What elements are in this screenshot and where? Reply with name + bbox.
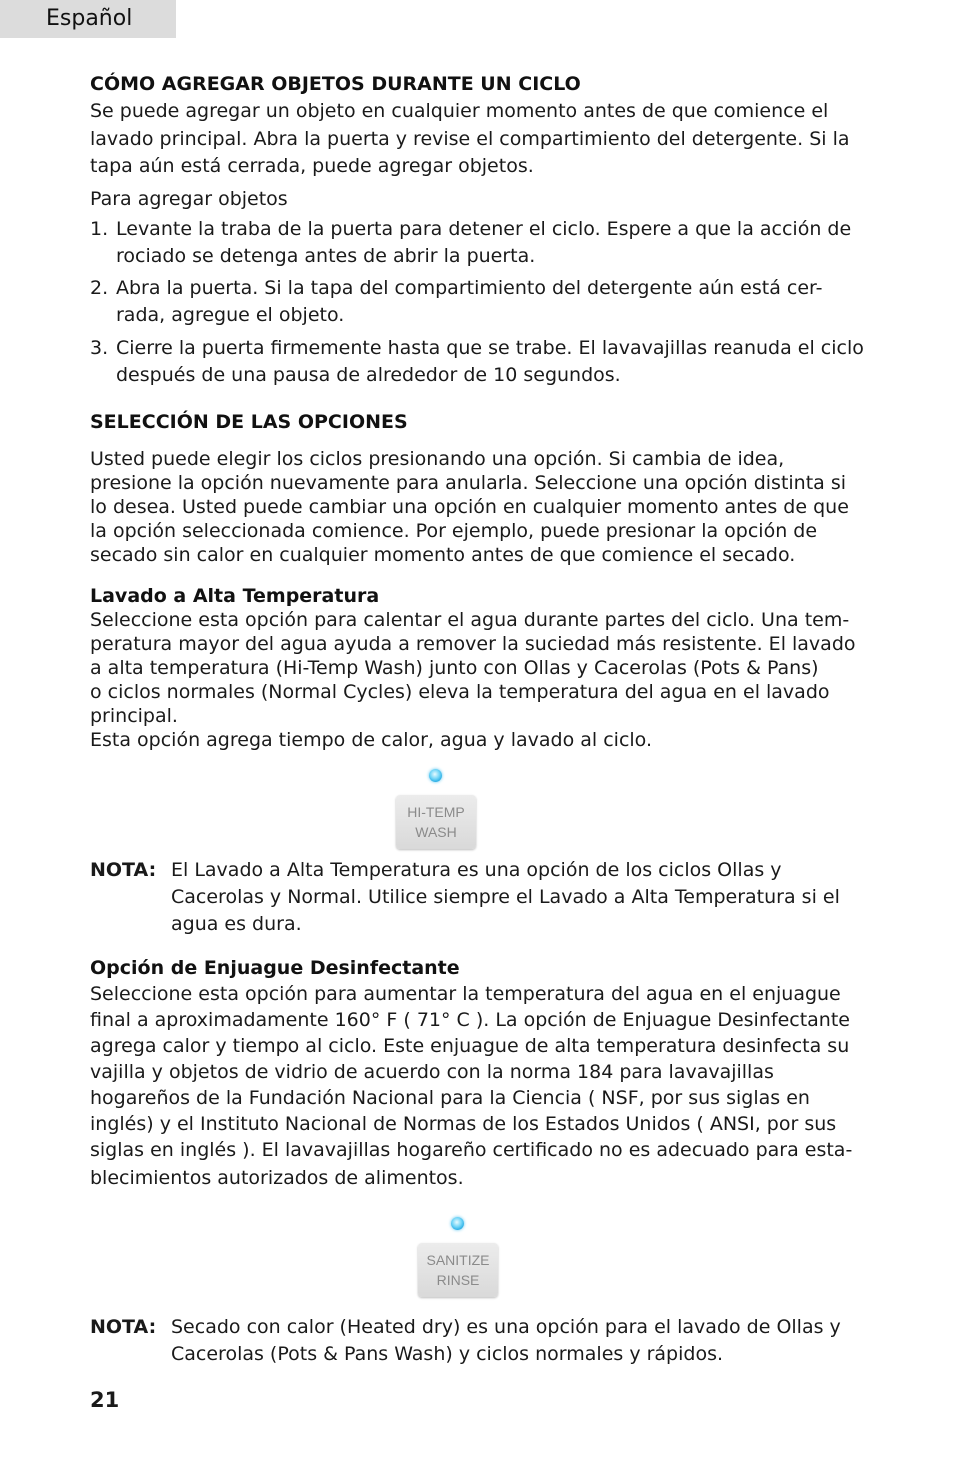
text-line: o ciclos normales (Normal Cycles) eleva la temperatura del agua en el lavado bbox=[90, 681, 830, 703]
language-tab: Español bbox=[0, 0, 176, 38]
options-paragraph bbox=[90, 447, 849, 567]
text-line: agrega calor y tiempo al ciclo. Este enjuague de alta temperatura desinfecta su bbox=[90, 1035, 850, 1057]
text-line: lavado principal. Abra la puerta y revise el compartimiento del detergente. Si la bbox=[90, 127, 850, 150]
button-label-line: RINSE bbox=[436, 1272, 480, 1288]
hi-temp-paragraph bbox=[90, 608, 856, 752]
text-line: Cacerolas (Pots & Pans Wash) y ciclos normales y rápidos. bbox=[171, 1343, 724, 1365]
text-line: principal. bbox=[90, 705, 178, 727]
note-label: NOTA: bbox=[90, 859, 157, 881]
text-line: la opción seleccionada comience. Por ejemplo, puede presionar la opción de bbox=[90, 520, 818, 542]
text-line: rada, agregue el objeto. bbox=[116, 304, 345, 326]
sanitize-rinse-button[interactable] bbox=[418, 1243, 498, 1297]
text-line: vajilla y objetos de vidrio de acuerdo con la norma 184 para lavavajillas bbox=[90, 1061, 774, 1083]
step-item bbox=[90, 216, 852, 267]
text-line: tapa aún está cerrada, puede agregar objetos. bbox=[90, 155, 534, 177]
note-label: NOTA: bbox=[90, 1316, 157, 1338]
text-line: rociado se detenga antes de abrir la puerta. bbox=[116, 245, 536, 267]
subheading-hi-temp: Lavado a Alta Temperatura bbox=[90, 585, 380, 607]
page-number: 21 bbox=[90, 1388, 120, 1412]
step-number: 3. bbox=[90, 337, 109, 359]
text-line: presione la opción nuevamente para anularla. Seleccione una opción distinta si bbox=[90, 472, 847, 494]
text-line: hogareños de la Fundación Nacional para la Ciencia ( NSF, por sus siglas en bbox=[90, 1087, 810, 1109]
button-label-line: SANITIZE bbox=[426, 1252, 490, 1268]
text-line: final a aproximadamente 160° F ( 71° C ). La opción de Enjuague Desinfectante bbox=[90, 1009, 850, 1031]
step-item bbox=[90, 275, 823, 326]
button-label-line: WASH bbox=[415, 824, 457, 840]
text-line: Se puede agregar un objeto en cualquier momento antes de que comience el bbox=[90, 100, 829, 122]
subheading-sanitize: Opción de Enjuague Desinfectante bbox=[90, 957, 460, 979]
text-line: Seleccione esta opción para aumentar la temperatura del agua en el enjuague bbox=[90, 983, 841, 1005]
section-heading-add-items: CÓMO AGREGAR OBJETOS DURANTE UN CICLO bbox=[90, 73, 581, 95]
text-line: peratura mayor del agua ayuda a remover la suciedad más resistente. El lavado bbox=[90, 633, 856, 655]
text-line: Levante la traba de la puerta para detener el ciclo. Espere a que la acción de bbox=[116, 218, 852, 240]
text-line: a alta temperatura (Hi-Temp Wash) junto con Ollas y Cacerolas (Pots & Pans) bbox=[90, 657, 819, 679]
add-items-intro: Para agregar objetos bbox=[90, 188, 288, 210]
add-items-paragraph bbox=[90, 98, 850, 181]
sanitize-paragraph bbox=[90, 981, 852, 1191]
text-line: Usted puede elegir los ciclos presionando una opción. Si cambia de idea, bbox=[90, 448, 785, 470]
section-heading-options: SELECCIÓN DE LAS OPCIONES bbox=[90, 411, 408, 433]
text-line: Cacerolas y Normal. Utilice siempre el Lavado a Alta Temperatura si el bbox=[171, 886, 840, 908]
text-line: Secado con calor (Heated dry) es una opción para el lavado de Ollas y bbox=[171, 1316, 841, 1338]
text-line: inglés) y el Instituto Nacional de Normas de los Estados Unidos ( ANSI, por sus bbox=[90, 1113, 837, 1135]
text-line: Cierre la puerta firmemente hasta que se trabe. El lavavajillas reanuda el ciclo bbox=[116, 337, 864, 359]
button-label-line: HI-TEMP bbox=[407, 804, 465, 820]
text-line: blecimientos autorizados de alimentos. bbox=[90, 1167, 464, 1189]
text-line: Abra la puerta. Si la tapa del compartimiento del detergente aún está cer- bbox=[116, 277, 823, 299]
indicator-light-icon bbox=[451, 1217, 464, 1230]
text-line: después de una pausa de alrededor de 10 segundos. bbox=[116, 364, 621, 386]
text-line: agua es dura. bbox=[171, 913, 302, 935]
text-line: lo desea. Usted puede cambiar una opción en cualquier momento antes de que bbox=[90, 496, 849, 518]
text-line: Esta opción agrega tiempo de calor, agua y lavado al ciclo. bbox=[90, 729, 652, 751]
text-line: El Lavado a Alta Temperatura es una opción de los ciclos Ollas y bbox=[171, 859, 782, 881]
step-item bbox=[90, 335, 864, 386]
text-line: secado sin calor en cualquier momento antes de que comience el secado. bbox=[90, 544, 796, 566]
text-line: siglas en inglés ). El lavavajillas hogareño certificado no es adecuado para esta- bbox=[90, 1139, 853, 1161]
hi-temp-wash-button[interactable] bbox=[396, 795, 476, 849]
text-line: Seleccione esta opción para calentar el agua durante partes del ciclo. Una tem- bbox=[90, 609, 850, 631]
indicator-light-icon bbox=[429, 769, 442, 782]
step-number: 2. bbox=[90, 277, 109, 299]
step-number: 1. bbox=[90, 218, 109, 240]
